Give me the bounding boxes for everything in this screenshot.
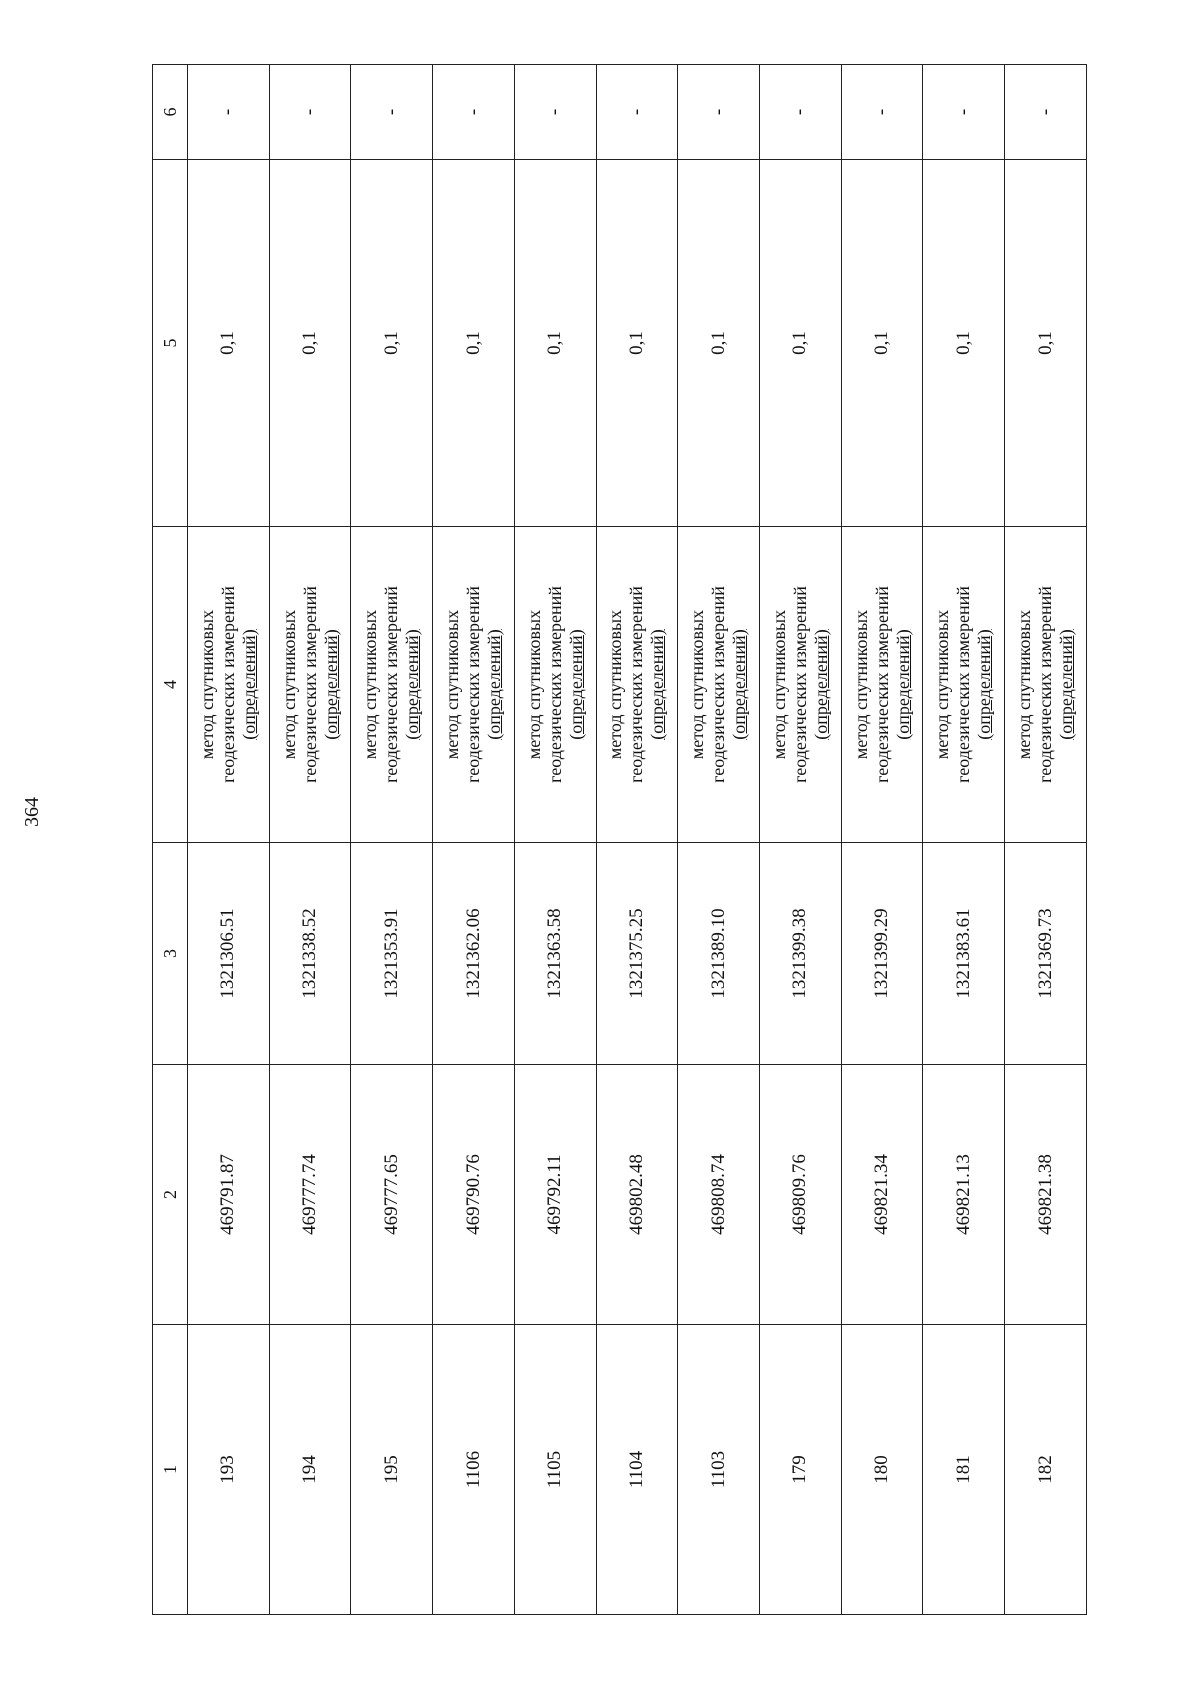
extra-cell: - [188, 65, 270, 160]
method-line: (определений) [484, 629, 505, 740]
method-line: метод спутниковых [523, 609, 544, 760]
accuracy-cell: 0,1 [351, 160, 433, 527]
y-coordinate-cell: 1321399.29 [841, 843, 923, 1065]
method-line: (определений) [238, 629, 259, 740]
method-line: метод спутниковых [442, 609, 463, 760]
method-text [524, 531, 587, 838]
y-coordinate-cell: 1321362.06 [433, 843, 515, 1065]
method-cell [188, 527, 270, 843]
x-coordinate-cell: 469791.87 [188, 1065, 270, 1325]
y-coordinate-cell: 1321338.52 [269, 843, 351, 1065]
point-number-cell: 1106 [433, 1325, 515, 1615]
point-number-cell: 194 [269, 1325, 351, 1615]
table-row [269, 65, 351, 1615]
point-number-cell: 179 [760, 1325, 842, 1615]
method-line: метод спутниковых [768, 609, 789, 760]
method-cell [841, 527, 923, 843]
table-row [596, 65, 678, 1615]
method-line: геодезических измерений [217, 586, 238, 783]
x-coordinate-cell: 469777.74 [269, 1065, 351, 1325]
extra-cell: - [351, 65, 433, 160]
column-header-2: 2 [153, 1065, 188, 1325]
method-line: (определений) [320, 629, 341, 740]
column-header-4: 4 [153, 527, 188, 843]
extra-cell: - [269, 65, 351, 160]
extra-cell: - [596, 65, 678, 160]
x-coordinate-cell: 469792.11 [514, 1065, 596, 1325]
table-row [1005, 65, 1087, 1615]
method-cell [514, 527, 596, 843]
method-line: геодезических измерений [708, 586, 729, 783]
x-coordinate-cell: 469821.13 [923, 1065, 1005, 1325]
table-body [188, 65, 1087, 1615]
x-coordinate-cell: 469808.74 [678, 1065, 760, 1325]
table-row [188, 65, 270, 1615]
method-line: (определений) [892, 629, 913, 740]
method-line: метод спутниковых [687, 609, 708, 760]
x-coordinate-cell: 469802.48 [596, 1065, 678, 1325]
method-line: геодезических измерений [871, 586, 892, 783]
column-header-3: 3 [153, 843, 188, 1065]
x-coordinate-cell: 469821.34 [841, 1065, 923, 1325]
accuracy-cell: 0,1 [678, 160, 760, 527]
method-text [851, 531, 914, 838]
method-text [605, 531, 668, 838]
accuracy-cell: 0,1 [1005, 160, 1087, 527]
method-cell [596, 527, 678, 843]
method-text [442, 531, 505, 838]
method-text [279, 531, 342, 838]
method-line: метод спутниковых [278, 609, 299, 760]
y-coordinate-cell: 1321399.38 [760, 843, 842, 1065]
method-line: метод спутниковых [850, 609, 871, 760]
x-coordinate-cell: 469777.65 [351, 1065, 433, 1325]
method-line: геодезических измерений [544, 586, 565, 783]
table-row [433, 65, 515, 1615]
table-header-row [153, 65, 188, 1615]
point-number-cell: 1105 [514, 1325, 596, 1615]
y-coordinate-cell: 1321389.10 [678, 843, 760, 1065]
method-cell [1005, 527, 1087, 843]
y-coordinate-cell: 1321383.61 [923, 843, 1005, 1065]
extra-cell: - [923, 65, 1005, 160]
method-text [687, 531, 750, 838]
method-line: геодезических измерений [381, 586, 402, 783]
extra-cell: - [678, 65, 760, 160]
extra-cell: - [433, 65, 515, 160]
accuracy-cell: 0,1 [433, 160, 515, 527]
method-text [360, 531, 423, 838]
method-line: (определений) [1056, 629, 1077, 740]
extra-cell: - [514, 65, 596, 160]
method-line: (определений) [647, 629, 668, 740]
method-line: геодезических измерений [626, 586, 647, 783]
x-coordinate-cell: 469790.76 [433, 1065, 515, 1325]
page-number: 364 [21, 797, 43, 827]
method-line: геодезических измерений [299, 586, 320, 783]
y-coordinate-cell: 1321375.25 [596, 843, 678, 1065]
table-row [923, 65, 1005, 1615]
y-coordinate-cell: 1321369.73 [1005, 843, 1087, 1065]
point-number-cell: 181 [923, 1325, 1005, 1615]
method-cell [760, 527, 842, 843]
method-line: геодезических измерений [1035, 586, 1056, 783]
table-row [514, 65, 596, 1615]
table-row [678, 65, 760, 1615]
method-text [932, 531, 995, 838]
y-coordinate-cell: 1321306.51 [188, 843, 270, 1065]
x-coordinate-cell: 469809.76 [760, 1065, 842, 1325]
accuracy-cell: 0,1 [841, 160, 923, 527]
accuracy-cell: 0,1 [514, 160, 596, 527]
table-row [351, 65, 433, 1615]
point-number-cell: 195 [351, 1325, 433, 1615]
method-text [197, 531, 260, 838]
method-text [769, 531, 832, 838]
column-header-6: 6 [153, 65, 188, 160]
method-line: метод спутниковых [932, 609, 953, 760]
method-line: (определений) [402, 629, 423, 740]
point-number-cell: 180 [841, 1325, 923, 1615]
point-number-cell: 193 [188, 1325, 270, 1615]
method-line: метод спутниковых [360, 609, 381, 760]
x-coordinate-cell: 469821.38 [1005, 1065, 1087, 1325]
coordinates-table-wrapper [152, 65, 1087, 1615]
method-cell [923, 527, 1005, 843]
method-line: геодезических измерений [953, 586, 974, 783]
method-line: геодезических измерений [789, 586, 810, 783]
method-text [1014, 531, 1077, 838]
table-row [841, 65, 923, 1615]
method-line: (определений) [729, 629, 750, 740]
method-line: метод спутниковых [605, 609, 626, 760]
point-number-cell: 1104 [596, 1325, 678, 1615]
extra-cell: - [1005, 65, 1087, 160]
column-header-5: 5 [153, 160, 188, 527]
method-cell [678, 527, 760, 843]
point-number-cell: 1103 [678, 1325, 760, 1615]
y-coordinate-cell: 1321353.91 [351, 843, 433, 1065]
method-line: геодезических измерений [463, 586, 484, 783]
extra-cell: - [760, 65, 842, 160]
method-line: метод спутниковых [1014, 609, 1035, 760]
method-line: (определений) [565, 629, 586, 740]
coordinates-table [152, 64, 1087, 1615]
point-number-cell: 182 [1005, 1325, 1087, 1615]
column-header-1: 1 [153, 1325, 188, 1615]
method-cell [351, 527, 433, 843]
accuracy-cell: 0,1 [596, 160, 678, 527]
method-line: (определений) [974, 629, 995, 740]
accuracy-cell: 0,1 [923, 160, 1005, 527]
method-cell [269, 527, 351, 843]
accuracy-cell: 0,1 [188, 160, 270, 527]
extra-cell: - [841, 65, 923, 160]
method-line: (определений) [810, 629, 831, 740]
method-cell [433, 527, 515, 843]
table-row [760, 65, 842, 1615]
accuracy-cell: 0,1 [760, 160, 842, 527]
method-line: метод спутниковых [196, 609, 217, 760]
y-coordinate-cell: 1321363.58 [514, 843, 596, 1065]
accuracy-cell: 0,1 [269, 160, 351, 527]
